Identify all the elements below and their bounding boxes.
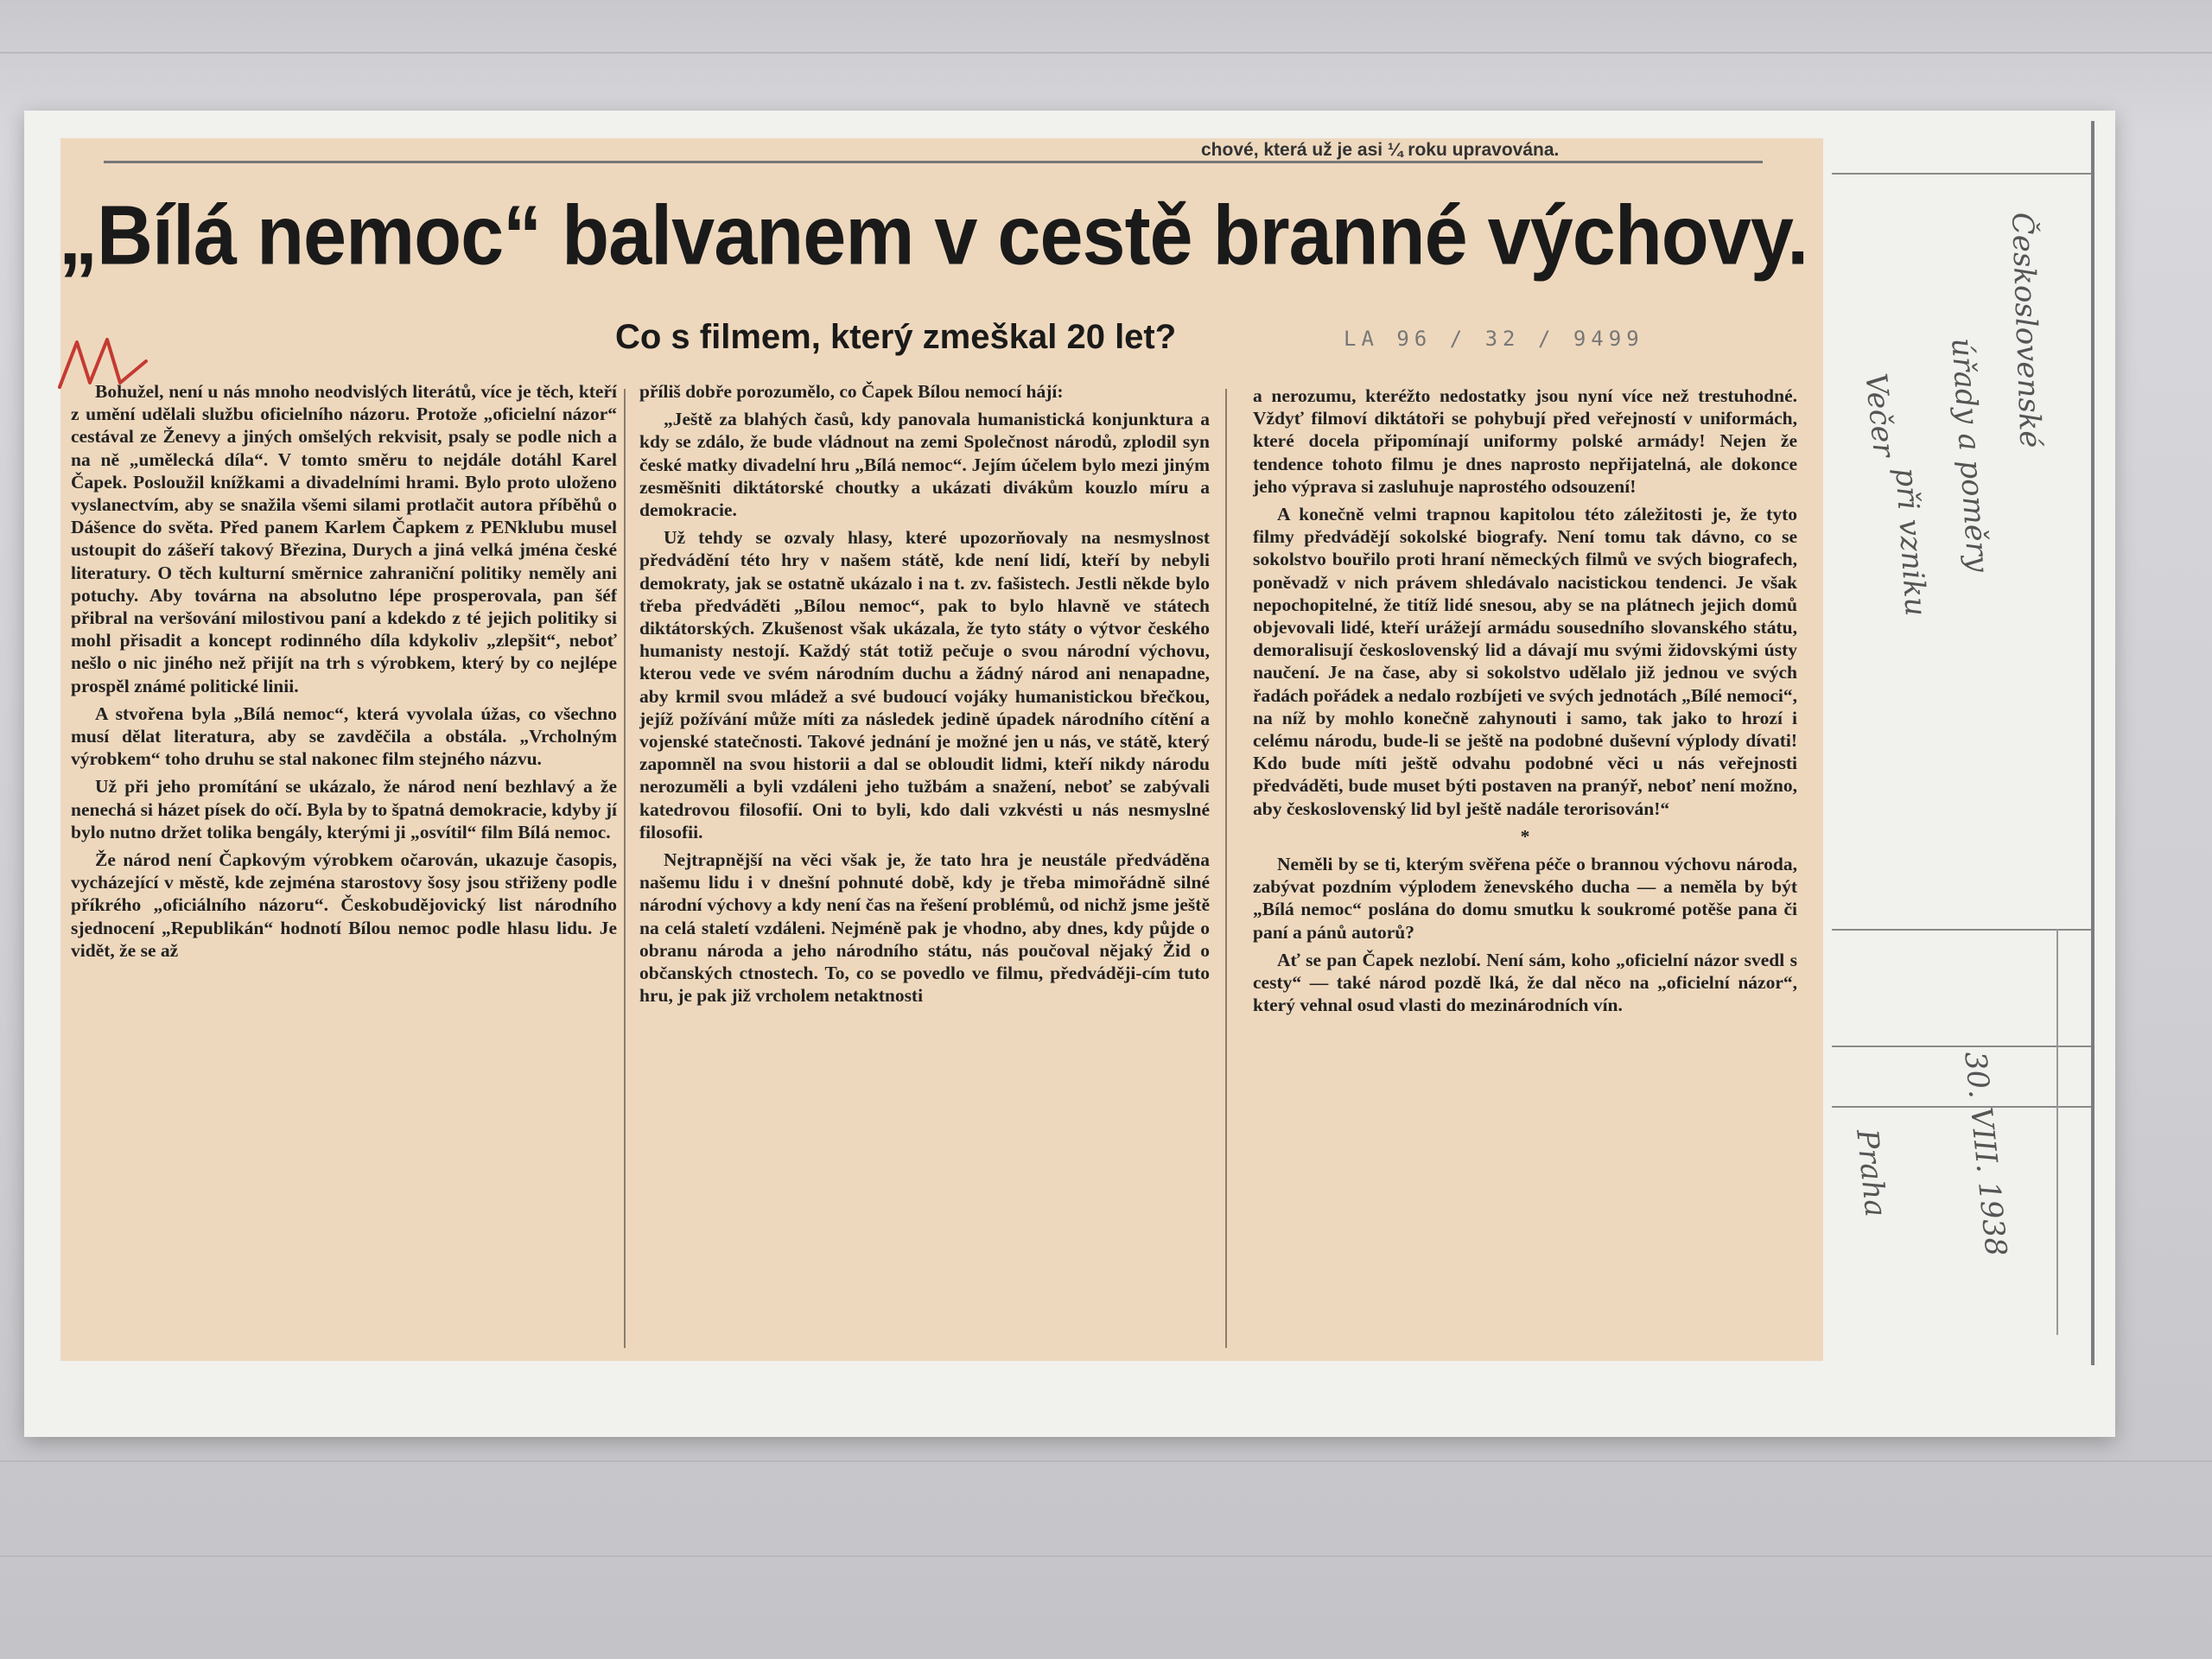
card-rule-line xyxy=(1832,929,2091,931)
backdrop-fold xyxy=(0,1555,2212,1557)
card-edge-rule xyxy=(2091,121,2094,1365)
section-separator: * xyxy=(1520,825,1530,847)
handwritten-note: při vzniku xyxy=(1888,467,1934,618)
handwritten-date: 30. VIII. 1938 xyxy=(1957,1050,2013,1258)
column-divider xyxy=(1225,389,1227,1348)
paragraph: Neměli by se ti, kterým svěřena péče o brannou výchovu národa, zabývat pozdním výplodem ženevského ducha — a neměla by být „Bílá nemoc“ poslána do domu smutku k soukromé potěše pana či paní a pánů autorů? xyxy=(1253,854,1797,943)
handwritten-note: úřady a poměry xyxy=(1944,337,1995,574)
paragraph: Už při jeho promítání se ukázalo, že národ není bezhlavý a že nenechá si házet písek do očí. Byla by to špatná demokracie, kdyby jí bylo nutno držet tolika bengály, kterými ji „osvítil“ film Bílá nemoc. xyxy=(71,776,617,842)
paragraph: Už tehdy se ozvaly hlasy, které upozorňovaly na nesmyslnost předvádění této hry v našem státě, kde není lidí, kteří by nebyli demokraty, jak se ostatně ukázalo i na t. zv. fašistech. Jestli někde bylo třeba předváděti „Bílou nemoc“, pak to bylo hlavně ve státech diktátorských. Zkušenost však ukázala, že tyto státy o výtvor českého humanisty nestojí. Každý stát totiž pečuje o svou národní výchovu, kterou vede ve svém národním duchu a žádný národ ani nenapadne, aby krmil svou mládež a své budoucí vojáky humanistickou břečkou, jejíž požívání může míti za následek jedině úpadek národního cítění a vojenské statečnosti. Takové jednání je možné jen u nás, ve státě, který zapomněl na svou historii a dal se obloudit lidmi, kteří nikdy národu nerozuměli a byli vzdáleni jeho tužbám a snažení, neboť se zabývali katedrovou filosofií. Oni to byli, kdo dali vzkvésti u nás nesmyslné filosofii. xyxy=(639,527,1210,842)
paragraph: Nejtrapnější na věci však je, že tato hra je neustále předváděna našemu lidu i v dnešní pohnuté době, kdy je třeba mimořádně silné národní výchovy a kdy není čas na řešení problémů, od nichž jsme ještě na celá staletí vzdáleni. Nejméně pak je vhodno, aby dnes, kdy půjde o obranu národa a jeho národního státu, nás poučoval nějaký Žid o občanských ctnostech. To, co se povedlo ve filmu, předváději-cím tuto hru, je pak již vrcholem netaktnosti xyxy=(639,849,1210,1007)
backdrop-fold xyxy=(0,1460,2212,1462)
paragraph: příliš dobře porozumělo, co Čapek Bílou nemocí hájí: xyxy=(639,381,1064,402)
paragraph: „Ještě za blahých časů, kdy panovala humanistická konjunktura a kdy se zdálo, že bude vládnout na zemi Společnost národů, zplodil syn české matky divadelní hru „Bílá nemoc“. Jejím účelem bylo mezi jiným zesměšniti diktátorské choutky a ukázati divákům kouzlo míru a demokracie. xyxy=(639,409,1210,521)
subheadline: Co s filmem, který zmeškal 20 let? xyxy=(615,318,1177,356)
card-rule-line xyxy=(1832,1046,2091,1047)
column-divider xyxy=(624,389,626,1348)
headline: „Bílá nemoc“ balvanem v cestě branné výchovy. xyxy=(59,188,1808,283)
archive-stamp: LA 96 / 32 / 9499 xyxy=(1344,327,1644,351)
backdrop-fold xyxy=(0,52,2212,54)
card-rule-line xyxy=(1832,173,2091,175)
article-column-3 xyxy=(1253,385,1797,1335)
handwritten-place: Praha xyxy=(1849,1128,1893,1219)
paragraph: a nerozumu, kteréžto nedostatky jsou nyní více než trestuhodné. Vždyť filmoví diktátoři se pohybují před veřejností v uniformách, které docela připomínají uniformy polské armády! Nejen že tendence tohoto filmu je dnes naprosto nepřijatelná, ale dokonce jeho výprava si zasluhuje naprostého odsouzení! xyxy=(1253,385,1797,497)
card-rule-line xyxy=(1832,1106,2091,1108)
paragraph: A konečně velmi trapnou kapitolou této záležitosti je, že tyto filmy předvádějí sokolské biografy. Není tomu tak dávno, co se sokolstvo bouřilo proti hraní německých filmů ve svých biografech, poněvadž v nich právem shledávalo nacistickou tendenci. Je však nepochopitelné, že titíž lidé snesou, aby se na plátnech jejich domů objevovali lidé, kteří urážejí armádu sousedního slovanského státu, demoralisují československý lid a dávají mu svými židovskými ústy naučení. Je na čase, aby si sokolstvo udělalo již jednou ve svých řadách pořádek a nedalo rozbíjeti ve svých jednotách „Bílé nemoci“, na níž by mohlo konečně zahynouti i samo, tak jako to hrozí i celému národu, bude-li se ještě na podobné duševní výplody dívati! Kdo bude míti ještě odvahu podobné věci u nás veřejnosti předváděti, bude muset býti postaven na pranýř, neboť není možno, aby československý lid byl ještě nadále terorisován!“ xyxy=(1253,504,1797,819)
article-column-2 xyxy=(639,380,1210,1348)
paragraph: Že národ není Čapkovým výrobkem očarován, ukazuje časopis, vycházející v městě, kde zejména starostovy šosy jsou střiženy podle příkrého „oficiálního názoru“. Českobudějovický list národního sjednocení „Republikán“ hodnotí Bílou nemoc podle hlasu lidu. Je vidět, že se až xyxy=(71,849,617,961)
card-column-line xyxy=(2056,929,2058,1335)
paragraph: Bohužel, není u nás mnoho neodvislých literátů, více je těch, kteří z umění udělali službu oficielního názoru. Protože „oficielní názor“ cestával ze Ženevy a jiných omšelých rekvisit, psaly se podle nich a na ně „umělecká díla“. V tomto směru to nejdále dotáhl Karel Čapek. Posloužil knížkami a divadelními hrami. Bylo proto uloženo vyslanectvím, aby se snažila všemi silami protlačit autora příběhů o Dášence do světa. Před panem Karlem Čapkem z PENklubu musel ustoupit do zášeří takový Březina, Durych a jiná velká jména české literatury. O těch kulturní směrnice zahraniční politiky neměly ani potuchy. Aby továrna na absolutno lépe prosperovala, pan šéf přibral na veršování milostivou paní a kdekdo z té jejich politiky si mohl přisadit a koncept rodinného díla kdykoliv „zlepšit“, neboť nešlo o nic jiného než přijít na trh s výrobkem, který by co nejlépe prospěl známé politické linii. xyxy=(71,381,617,696)
paragraph: Ať se pan Čapek nezlobí. Není sám, koho „oficielní názor svedl s cesty“ — také národ pozdě lká, že dal něco na „oficielní názor“, který vehnal osud vlasti do mezinárodních vín. xyxy=(1253,949,1797,1016)
article-column-1 xyxy=(71,380,617,1348)
paragraph: A stvořena byla „Bílá nemoc“, která vyvolala úžas, co všechno musí dělat literatura, aby se zavděčila a obstála. „Vrcholným výrobkem“ toho druhu se stal nakonec film stejného názvu. xyxy=(71,702,617,770)
handwritten-note: Večer xyxy=(1858,372,1902,459)
handwritten-note: Československé xyxy=(2005,212,2048,449)
previous-article-fragment: chové, která už je asi ¼ roku upravována. xyxy=(1201,140,1560,160)
